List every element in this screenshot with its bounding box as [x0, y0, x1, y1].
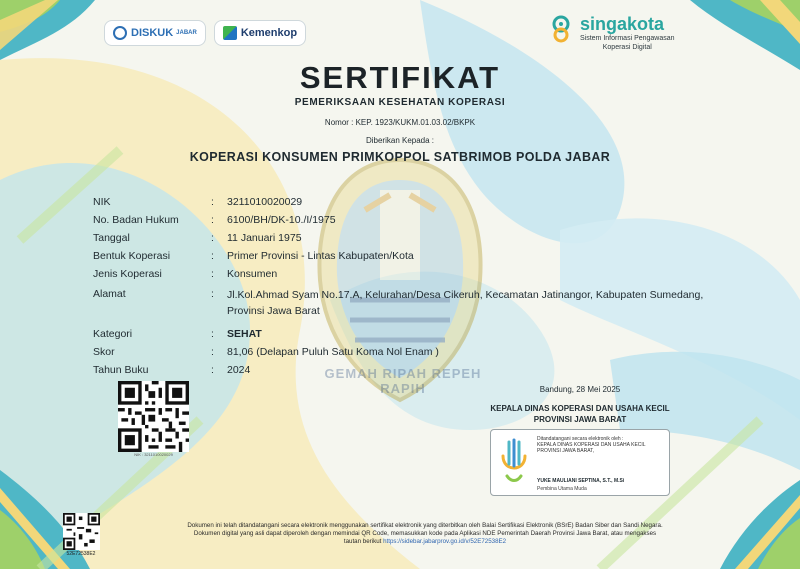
- field-separator: :: [211, 346, 214, 358]
- field-separator: :: [211, 364, 214, 376]
- signature-office: [460, 403, 700, 425]
- field-row-tanggal: [93, 231, 713, 245]
- field-separator: :: [211, 250, 214, 262]
- footer-link-prefix: tautan berikut: [343, 538, 382, 545]
- field-value: Jl.Kol.Ahmad Syam No.17.A, Kelurahan/Desa Cikeruh, Kecamatan Jatinangor, Kabupaten Sumedang, Provinsi Jawa Barat: [227, 289, 704, 317]
- field-label: NIK: [93, 196, 111, 208]
- field-label: Tanggal: [93, 232, 130, 244]
- signatory-name: YUKE MAULIANI SEPTINA, S.T., M.Si: [537, 478, 625, 484]
- field-row-nik: [93, 195, 713, 209]
- field-row-tahun-buku: [93, 363, 713, 377]
- signature-note-line-1: Ditandatangani secara elektronik oleh :: [537, 436, 624, 442]
- given-to-label: Diberikan Kepada :: [365, 136, 435, 145]
- jabar-signature-logo-icon: [497, 436, 531, 486]
- certificate-fields: [93, 195, 713, 381]
- signature-office-line-1: KEPALA DINAS KOPERASI DAN USAHA KECIL: [490, 404, 670, 413]
- verification-link[interactable]: https://sidebar.jabarprov.go.id/v/52E72538E2: [383, 538, 507, 545]
- cooperative-name: KOPERASI KONSUMEN PRIMKOPPOL SATBRIMOB POLDA JABAR: [189, 150, 611, 164]
- diskuk-logo: [104, 20, 206, 46]
- singakota-subtitle-2: Koperasi Digital: [602, 44, 652, 51]
- field-row-alamat: [93, 287, 713, 319]
- signature-note-line-3: PROVINSI JAWA BARAT,: [537, 448, 595, 454]
- certificate-title: SERTIFIKAT: [299, 60, 501, 95]
- field-value: 81,06 (Delapan Puluh Satu Koma Nol Enam ): [227, 346, 439, 358]
- field-value: Primer Provinsi - Lintas Kabupaten/Kota: [227, 250, 414, 262]
- field-value: 6100/BH/DK-10./I/1975: [227, 214, 336, 226]
- field-row-skor: [93, 345, 713, 359]
- field-value: Konsumen: [227, 268, 278, 280]
- signature-date: Bandung, 28 Mei 2025: [539, 385, 621, 394]
- field-row-bentuk: [93, 249, 713, 263]
- kemenkop-logo-text: Kemenkop: [240, 27, 298, 39]
- field-label: Bentuk Koperasi: [93, 250, 171, 262]
- diskuk-logo-text: DISKUK: [131, 27, 174, 39]
- singakota-subtitle-1: Sistem Informasi Pengawasan: [580, 35, 675, 42]
- field-separator: :: [211, 214, 214, 226]
- field-separator: :: [211, 196, 214, 208]
- field-value: 2024: [227, 364, 251, 376]
- qr-code-caption: NIK : 3211010020029: [134, 452, 173, 457]
- field-separator: :: [211, 288, 214, 300]
- footer-line-1: Dokumen ini telah ditandatangani secara elektronik menggunakan sertifikat elektronik yang diterbitkan oleh Balai Sertifikasi Elektronik (BSrE) Badan Siber dan Sandi Negara.: [187, 522, 663, 529]
- field-value-category: SEHAT: [227, 328, 262, 340]
- kemenkop-logo: [214, 20, 306, 46]
- field-separator: :: [211, 268, 214, 280]
- singakota-mark-icon: [548, 14, 574, 44]
- diskuk-emblem-icon: [113, 26, 127, 40]
- watermark-motto: GEMAH RIPAH REPEH RAPIH: [324, 366, 482, 396]
- document-code: 52E72538E2: [66, 551, 96, 557]
- certificate-number: Nomor : KEP. 1923/KUKM.01.03.02/BKPK: [324, 118, 476, 127]
- singakota-name: singakota: [580, 14, 665, 34]
- field-label: Alamat: [93, 288, 126, 300]
- footer-disclaimer: [130, 522, 720, 546]
- field-separator: :: [211, 232, 214, 244]
- footer-line-3: [130, 538, 720, 546]
- field-label: Skor: [93, 346, 115, 358]
- signature-note-line-2: KEPALA DINAS KOPERASI DAN USAHA KECIL: [537, 442, 646, 448]
- certificate-subtitle: PEMERIKSAAN KESEHATAN KOPERASI: [294, 97, 506, 108]
- field-value: 3211010020029: [227, 196, 303, 208]
- kemenkop-emblem-icon: [223, 26, 237, 40]
- field-row-kategori: [93, 327, 713, 341]
- field-row-badan-hukum: [93, 213, 713, 227]
- document-qr-code[interactable]: [63, 513, 100, 550]
- field-row-jenis: [93, 267, 713, 281]
- signature-note: [537, 436, 667, 454]
- field-separator: :: [211, 328, 214, 340]
- field-label: Tahun Buku: [93, 364, 149, 376]
- singakota-logo: [548, 14, 675, 52]
- signatory-role: Pembina Utama Muda: [537, 486, 587, 492]
- electronic-signature-box: [490, 429, 670, 496]
- diskuk-logo-subtext: JABAR: [176, 30, 197, 36]
- footer-line-2: Dokumen digital yang asli dapat diperoleh dengan memindai QR Code, memasukkan kode pada Aplikasi NDE Pemerintah Daerah Provinsi Jawa Barat, atau mengakses: [193, 530, 657, 537]
- field-label: Kategori: [93, 328, 133, 340]
- partner-logos: [104, 20, 306, 46]
- field-value: 11 Januari 1975: [227, 232, 302, 244]
- field-label: No. Badan Hukum: [93, 214, 179, 226]
- signature-office-line-2: PROVINSI JAWA BARAT: [533, 415, 627, 424]
- field-label: Jenis Koperasi: [93, 268, 162, 280]
- qr-code[interactable]: [118, 381, 189, 452]
